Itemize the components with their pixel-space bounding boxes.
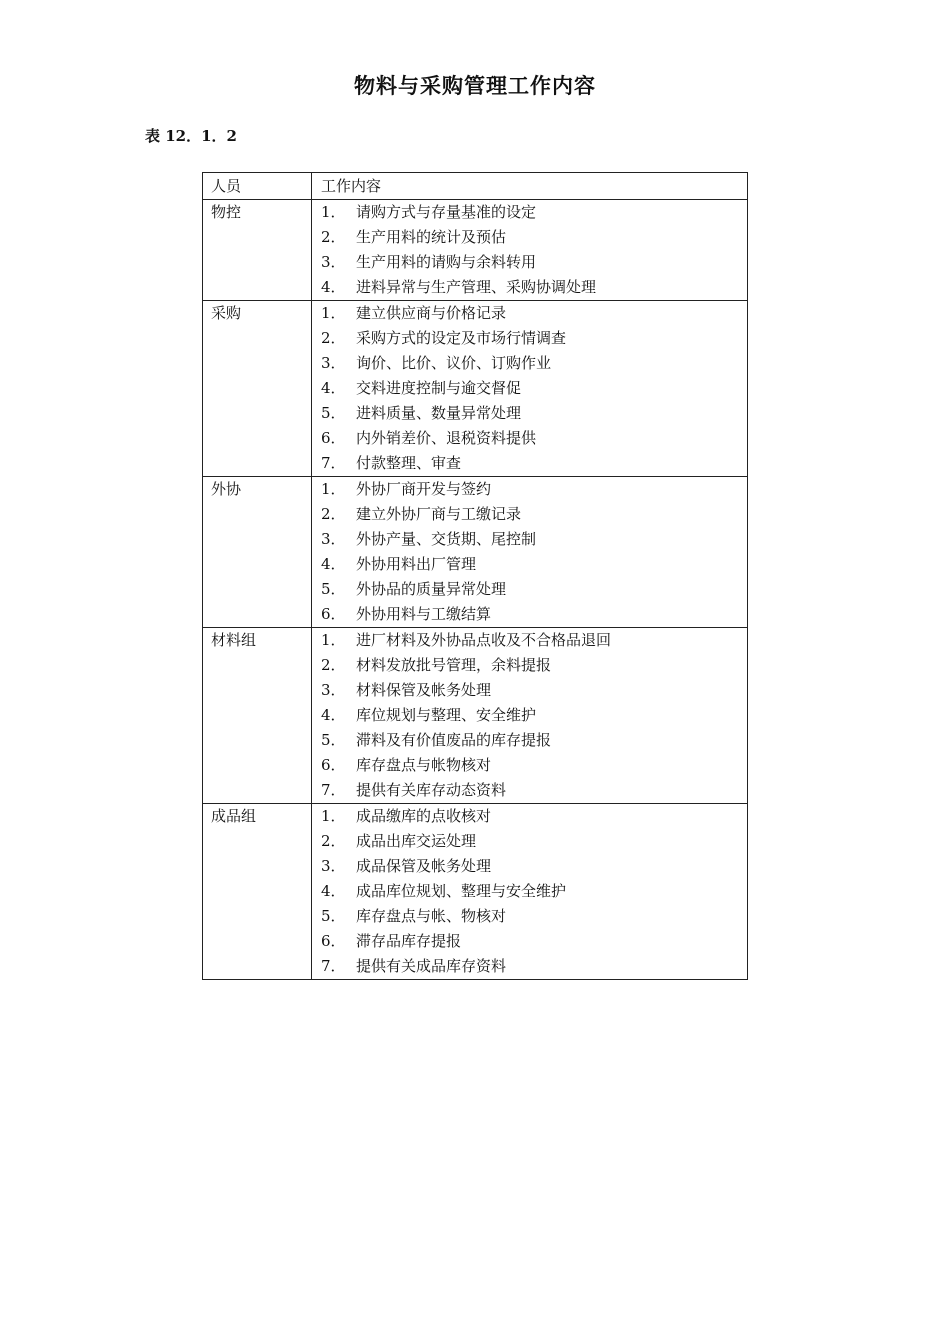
task-item (312, 376, 747, 401)
task-text: 请购方式与存量基准的设定 (356, 203, 537, 221)
role-label: 材料组 (211, 631, 257, 649)
task-item (312, 301, 747, 326)
task-number: 3． (321, 681, 346, 699)
task-item (312, 351, 747, 376)
task-number: 2． (321, 329, 346, 347)
content-cell (312, 477, 748, 628)
table-body (203, 173, 748, 980)
task-number: 3． (321, 530, 346, 548)
task-number: 6． (321, 932, 346, 950)
task-list (312, 477, 747, 627)
task-number: 1． (321, 631, 346, 649)
task-text: 采购方式的设定及市场行情调查 (356, 329, 567, 347)
task-text: 成品缴库的点收核对 (356, 807, 492, 825)
task-item (312, 401, 747, 426)
work-content-table (202, 172, 748, 980)
task-number: 1． (321, 807, 346, 825)
task-number: 2． (321, 505, 346, 523)
task-item (312, 225, 747, 250)
table-row (203, 804, 748, 980)
task-number: 7． (321, 781, 346, 799)
task-number: 4． (321, 278, 346, 296)
task-text: 内外销差价、退税资料提供 (356, 429, 537, 447)
task-item (312, 678, 747, 703)
task-text: 建立外协厂商与工缴记录 (356, 505, 522, 523)
task-item (312, 527, 747, 552)
task-item (312, 552, 747, 577)
task-text: 滞存品库存提报 (356, 932, 462, 950)
table-caption: 表 12．1．2 (145, 127, 237, 145)
role-label: 物控 (211, 203, 242, 221)
task-number: 5． (321, 404, 346, 422)
content-cell (312, 628, 748, 804)
task-number: 6． (321, 605, 346, 623)
task-item (312, 728, 747, 753)
task-item (312, 804, 747, 829)
task-text: 付款整理、审查 (356, 454, 462, 472)
role-cell (203, 628, 312, 804)
task-item (312, 502, 747, 527)
content-cell (312, 200, 748, 301)
task-text: 外协用料与工缴结算 (356, 605, 492, 623)
task-item (312, 929, 747, 954)
role-label: 成品组 (211, 807, 257, 825)
task-number: 2． (321, 228, 346, 246)
task-text: 建立供应商与价格记录 (356, 304, 507, 322)
task-text: 成品库位规划、整理与安全维护 (356, 882, 567, 900)
task-number: 4． (321, 555, 346, 573)
task-item (312, 954, 747, 979)
task-item (312, 829, 747, 854)
header-cell-content: 工作内容 (312, 173, 748, 200)
task-list (312, 804, 747, 979)
task-item (312, 200, 747, 225)
task-number: 4． (321, 882, 346, 900)
content-cell (312, 804, 748, 980)
role-label: 采购 (211, 304, 242, 322)
header-cell-role: 人员 (203, 173, 312, 200)
task-text: 材料保管及帐务处理 (356, 681, 492, 699)
task-text: 材料发放批号管理，余料提报 (356, 656, 552, 674)
task-text: 库存盘点与帐物核对 (356, 756, 492, 774)
task-item (312, 628, 747, 653)
task-number: 6． (321, 756, 346, 774)
task-item (312, 477, 747, 502)
task-item (312, 451, 747, 476)
task-item (312, 778, 747, 803)
task-number: 4． (321, 379, 346, 397)
task-list (312, 628, 747, 803)
role-cell (203, 477, 312, 628)
task-item (312, 854, 747, 879)
task-number: 7． (321, 957, 346, 975)
task-item (312, 653, 747, 678)
task-list (312, 200, 747, 300)
table-header-row (203, 173, 748, 200)
table-row (203, 628, 748, 804)
table-row (203, 200, 748, 301)
task-number: 3． (321, 253, 346, 271)
task-text: 成品出库交运处理 (356, 832, 477, 850)
task-number: 1． (321, 304, 346, 322)
task-item (312, 426, 747, 451)
task-text: 询价、比价、议价、订购作业 (356, 354, 552, 372)
task-number: 4． (321, 706, 346, 724)
task-text: 滞料及有价值废品的库存提报 (356, 731, 552, 749)
task-number: 3． (321, 354, 346, 372)
task-number: 3． (321, 857, 346, 875)
task-number: 5． (321, 907, 346, 925)
task-text: 库存盘点与帐、物核对 (356, 907, 507, 925)
table-row (203, 477, 748, 628)
task-number: 5． (321, 731, 346, 749)
task-text: 进料异常与生产管理、采购协调处理 (356, 278, 597, 296)
task-number: 5． (321, 580, 346, 598)
task-text: 提供有关库存动态资料 (356, 781, 507, 799)
task-text: 外协用料出厂管理 (356, 555, 477, 573)
task-text: 提供有关成品库存资料 (356, 957, 507, 975)
task-text: 外协厂商开发与签约 (356, 480, 492, 498)
task-item (312, 879, 747, 904)
role-cell (203, 200, 312, 301)
task-item (312, 703, 747, 728)
task-number: 7． (321, 454, 346, 472)
task-text: 生产用料的请购与余料转用 (356, 253, 537, 271)
task-text: 交料进度控制与逾交督促 (356, 379, 522, 397)
task-item (312, 753, 747, 778)
task-item (312, 326, 747, 351)
role-cell (203, 301, 312, 477)
task-item (312, 602, 747, 627)
table-row (203, 301, 748, 477)
page-title: 物料与采购管理工作内容 (354, 73, 596, 98)
task-item (312, 250, 747, 275)
role-label: 外协 (211, 480, 242, 498)
task-number: 1． (321, 480, 346, 498)
task-text: 外协品的质量异常处理 (356, 580, 507, 598)
task-item (312, 577, 747, 602)
task-text: 生产用料的统计及预估 (356, 228, 507, 246)
task-number: 2． (321, 832, 346, 850)
task-text: 库位规划与整理、安全维护 (356, 706, 537, 724)
task-item (312, 275, 747, 300)
task-item (312, 904, 747, 929)
task-number: 2． (321, 656, 346, 674)
content-cell (312, 301, 748, 477)
task-text: 成品保管及帐务处理 (356, 857, 492, 875)
task-list (312, 301, 747, 476)
task-text: 进厂材料及外协品点收及不合格品退回 (356, 631, 612, 649)
task-number: 6． (321, 429, 346, 447)
role-cell (203, 804, 312, 980)
task-number: 1． (321, 203, 346, 221)
task-text: 外协产量、交货期、尾控制 (356, 530, 537, 548)
task-text: 进料质量、数量异常处理 (356, 404, 522, 422)
